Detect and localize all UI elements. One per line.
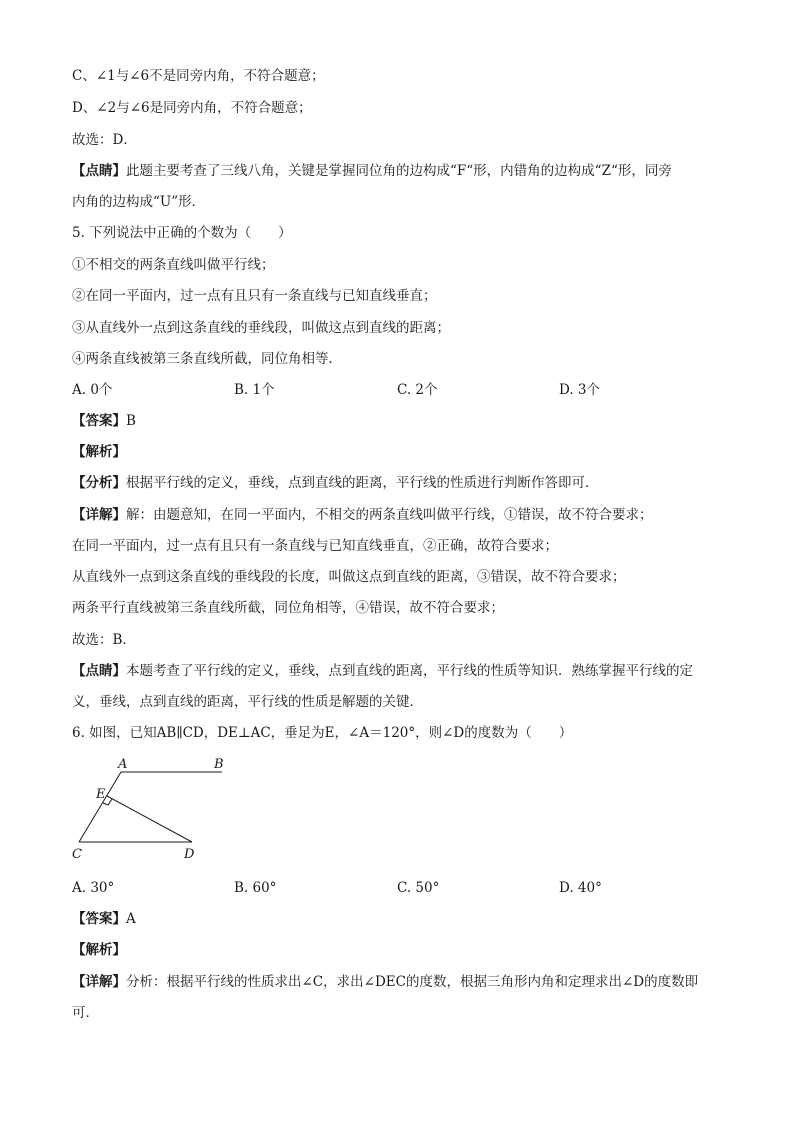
q5-comment-line2: 义，垂线，点到直线的距离，平行线的性质是解题的关键． [72,694,423,710]
q4-comment-text: 此题主要考查了三线八角，关键是掌握同位角的边构成“F“形，内错角的边构成“Z“形，同旁 [126,163,672,179]
q5-statement-3: ③从直线外一点到这条直线的垂线段，叫做这点到直线的距离； [72,320,450,336]
q6-option-d: D. 40° [559,880,602,896]
q5-comment-line1 [72,661,722,681]
q5-answer [72,411,722,431]
q5-xiangjie-line4: 两条平行直线被第三条直线所截，同位角相等，④错误，故不符合要求； [72,600,504,616]
q6-stem: 6. 如图，已知AB∥CD，DE⊥AC，垂足为E，∠A＝120°，则∠D的度数为（ ） [72,725,573,741]
q5-option-d: D. 3个 [559,382,601,398]
q6-answer-tag: 【答案】 [72,911,126,927]
q5-statement-1: ①不相交的两条直线叫做平行线； [72,257,275,273]
q4-comment-tag: 【点睛】 [72,163,126,179]
q5-stem: 5. 下列说法中正确的个数为（ ） [72,225,292,241]
q6-xiangjie-text1: 分析：根据平行线的性质求出∠C，求出∠DEC的度数，根据三角形内角和定理求出∠D的度数即 [126,974,699,990]
q6-xiangjie-line1 [72,972,722,992]
q6-option-c: C. 50° [397,880,440,896]
q5-choice: 故选：B． [72,632,136,648]
q5-xiangjie-text1: 解：由题意知，在同一平面内，不相交的两条直线叫做平行线，①错误，故不符合要求； [126,507,653,523]
q5-fenxi-tag: 【分析】 [72,475,126,491]
label-e: E [96,787,106,802]
q6-xiangjie-tag: 【详解】 [72,974,126,990]
q4-comment-line2: 内角的边构成“U”形． [72,194,206,210]
q5-option-c: C. 2个 [397,382,438,398]
q5-analysis-tag: 【解析】 [72,444,126,460]
q5-fenxi-text: 根据平行线的定义，垂线，点到直线的距离，平行线的性质进行判断作答即可． [126,475,599,491]
label-d: D [184,847,195,862]
label-a: A [118,757,128,772]
q5-answer-value: B [126,413,136,429]
q5-statement-2: ②在同一平面内，过一点有且只有一条直线与已知直线垂直； [72,288,437,304]
q5-xiangjie-tag: 【详解】 [72,507,126,523]
q5-comment-text: 本题考查了平行线的定义，垂线，点到直线的距离，平行线的性质等知识．熟练掌握平行线的定 [126,663,693,679]
geometry-figure [70,752,224,864]
q4-choice: 故选：D． [72,132,137,148]
q5-option-b: B. 1个 [234,382,275,398]
q5-fenxi [72,473,722,493]
q4-comment-line1 [72,161,722,181]
label-b: B [214,757,224,772]
segment-de [107,796,192,842]
q6-option-a: A. 30° [72,880,115,896]
q6-option-b: B. 60° [234,880,277,896]
q4-option-c-explanation: C、∠1与∠6不是同旁内角，不符合题意； [72,68,325,84]
q4-option-d-explanation: D、∠2与∠6是同旁内角，不符合题意； [72,100,312,116]
q5-comment-tag: 【点睛】 [72,663,126,679]
q5-xiangjie-line3: 从直线外一点到这条直线的垂线段的长度，叫做这点到直线的距离，③错误，故不符合要求； [72,569,626,585]
q5-option-a: A. 0个 [72,382,113,398]
q6-answer-value: A [126,911,136,927]
q6-analysis-tag: 【解析】 [72,942,126,958]
q5-xiangjie-line1 [72,505,722,525]
q6-answer [72,909,722,929]
segment-ac [79,772,121,842]
q6-xiangjie-line2: 可． [72,1005,99,1021]
q5-answer-tag: 【答案】 [72,413,126,429]
q5-xiangjie-line2: 在同一平面内，过一点有且只有一条直线与已知直线垂直，②正确，故符合要求； [72,538,558,554]
q5-statement-4: ④两条直线被第三条直线所截，同位角相等． [72,351,342,367]
label-c: C [72,847,82,862]
